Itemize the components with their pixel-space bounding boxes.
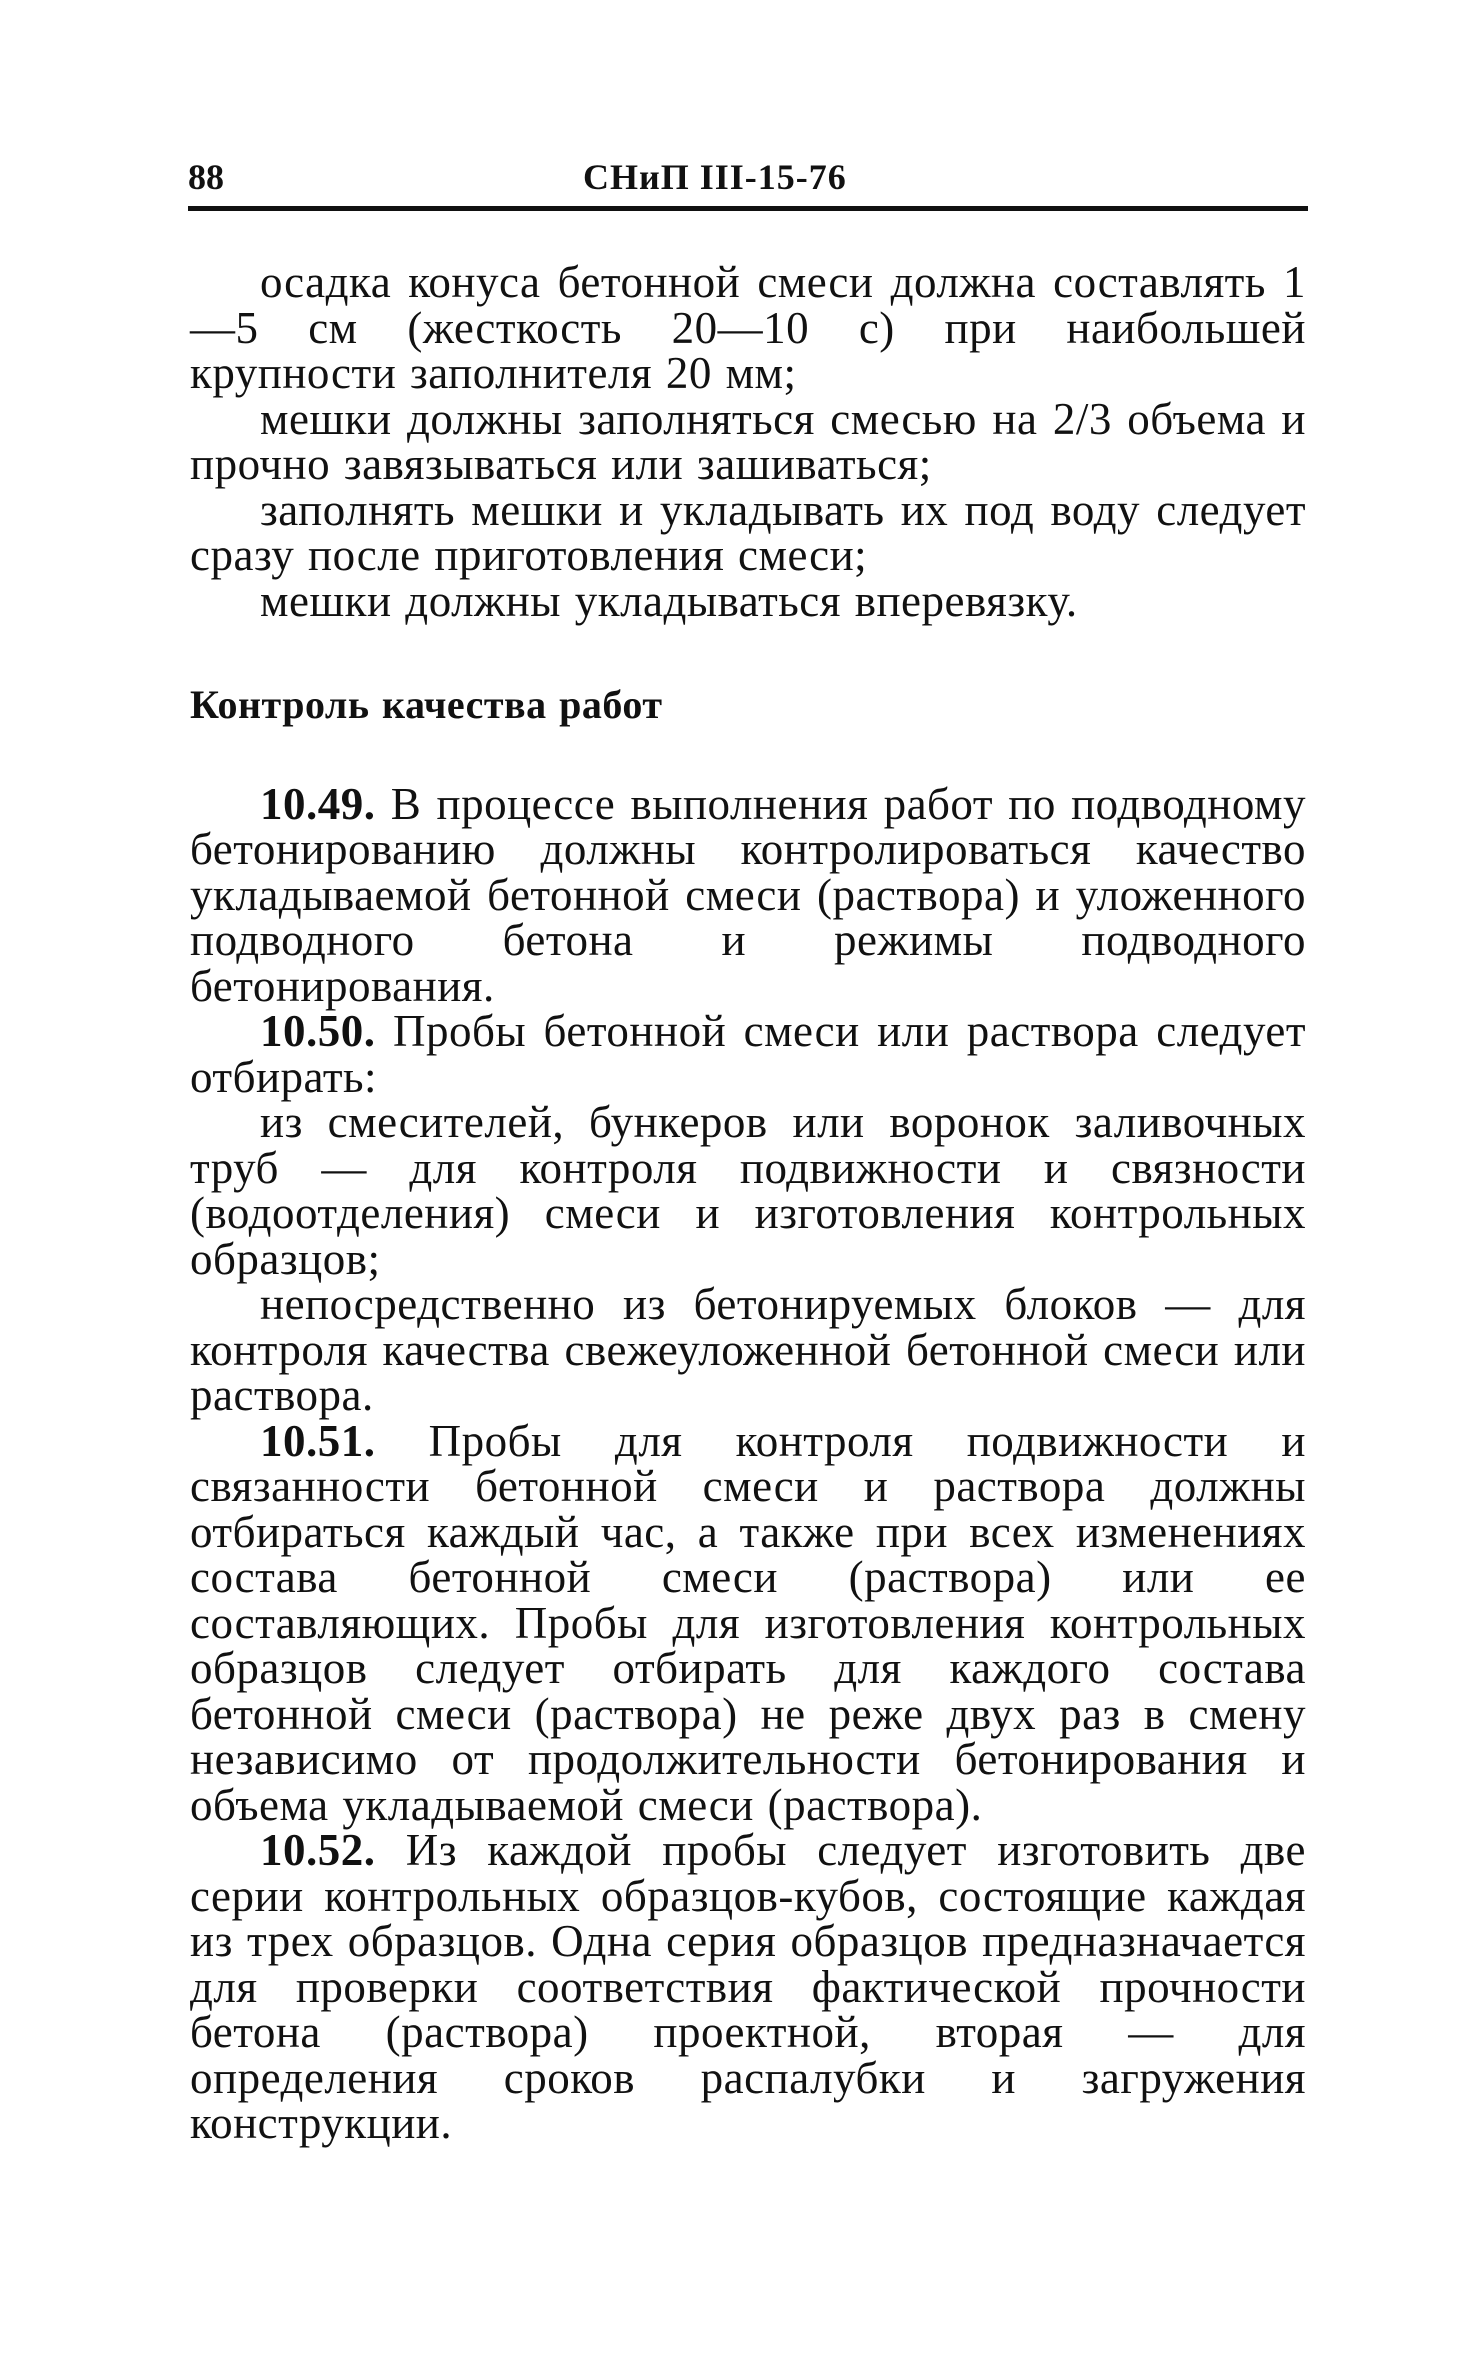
clause-number: 10.52.: [260, 1825, 376, 1875]
clause-10-50-item-1: из смесителей, бункеров или воронок заливочных труб — для контроля подвижности и связности (водоотделения) смеси и изготовления контрольных образцов;: [190, 1097, 1306, 1284]
clause-number: 10.50.: [260, 1006, 376, 1056]
clause-10-50: [190, 1006, 1306, 1102]
clause-10-49: [190, 778, 1306, 1011]
clause-text: В процессе выполнения работ по подводному бетонированию должны контролироваться качество укладываемой бетонной смеси (раствора) и уложенного подводного бетона и режимы подводного бетонирования.: [190, 778, 1306, 1011]
clause-10-51: [190, 1415, 1306, 1830]
document-code: СНиП III-15-76: [583, 157, 847, 197]
clause-text: Пробы для контроля подвижности и связанности бетонной смеси и раствора должны отбираться каждый час, а также при всех изменениях состава бетонной смеси (раствора) или ее составляющих. Пробы для изготовления контрольных образцов следует отбирать для каждого состава бетонной смеси (раствора) не реже двух раз в смену независимо от продолжительности бетонирования и объема укладываемой смеси (раствора).: [190, 1415, 1306, 1830]
clause-text: Из каждой пробы следует изготовить две серии контрольных образцов-кубов, состоящие каждая из трех образцов. Одна серия образцов предназначается для проверки соответствия фактической прочности бетона (раствора) проектной, вторая — для определения сроков распалубки и загружения конструкции.: [190, 1825, 1306, 2148]
header-rule: [188, 206, 1308, 211]
page-content: [190, 257, 1306, 2148]
clause-number: 10.51.: [260, 1415, 376, 1466]
clause-10-50-item-2: непосредственно из бетонируемых блоков — для контроля качества свежеуложенной бетонной смеси или раствора.: [190, 1279, 1306, 1420]
clause-text: Пробы бетонной смеси или раствора следует отбирать:: [190, 1006, 1306, 1102]
paragraph-bags-bond: мешки должны укладываться вперевязку.: [260, 575, 1078, 626]
paragraph-bags-fill: мешки должны заполняться смесью на 2/3 объема и прочно завязываться или зашиваться;: [190, 393, 1306, 489]
clause-number: 10.49.: [260, 778, 376, 829]
paragraph-bags-place: заполнять мешки и укладывать их под воду следует сразу после приготовления смеси;: [190, 484, 1306, 580]
section-heading: Контроль качества работ: [190, 682, 663, 727]
page-header: [188, 150, 1308, 200]
clause-10-52: [190, 1825, 1306, 2148]
paragraph-slump: осадка конуса бетонной смеси должна составлять 1—5 см (жесткость 20—10 с) при наибольшей крупности заполнителя 20 мм;: [190, 257, 1306, 398]
page-number: 88: [188, 157, 224, 197]
